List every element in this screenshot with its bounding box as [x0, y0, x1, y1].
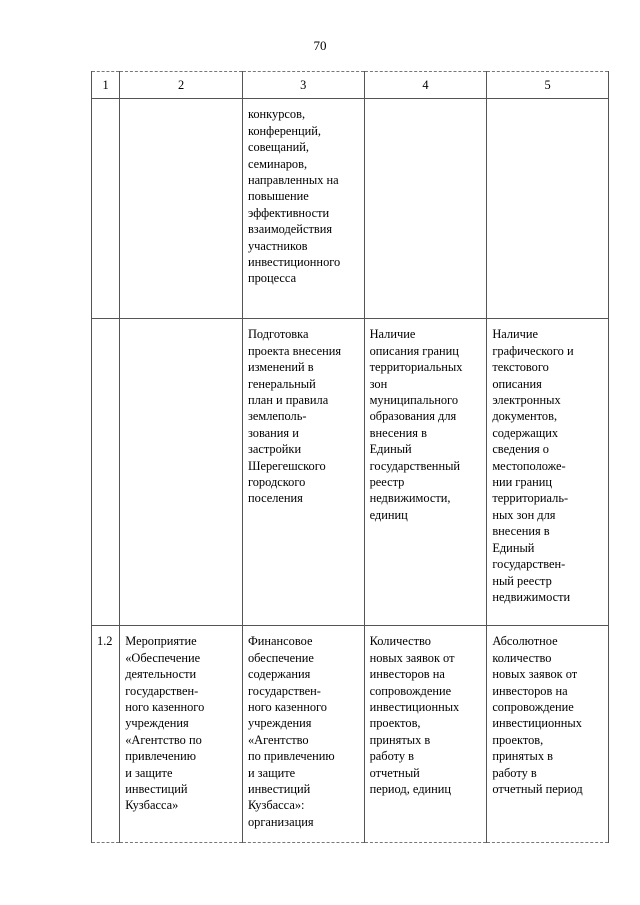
header-cell-4: 4 [364, 72, 487, 99]
header-cell-2: 2 [120, 72, 243, 99]
header-cell-1: 1 [92, 72, 120, 99]
program-table [91, 71, 609, 843]
table-header-row [92, 72, 609, 99]
table-cell [364, 99, 487, 319]
table-cell [120, 99, 243, 319]
table-cell [120, 319, 243, 626]
table-cell: Абсолютное количество новых заявок от инвесторов на сопровождение инвестиционных проектов, принятых в работу в отчетный период [487, 626, 609, 843]
table-cell: Наличие описания границ территориальных зон муниципального образования для внесения в Единый государственный реестр недвижимости, единиц [364, 319, 487, 626]
header-cell-3: 3 [242, 72, 364, 99]
table-cell [92, 319, 120, 626]
table-cell: Наличие графического и текстового описания электронных документов, содержащих сведения о местоположе- нии границ территориаль- ных зон для внесения в Единый государствен- ный реестр недвижимости [487, 319, 609, 626]
table-row [92, 626, 609, 843]
table-cell: Количество новых заявок от инвесторов на сопровождение инвестиционных проектов, принятых в работу в отчетный период, единиц [364, 626, 487, 843]
table-row [92, 99, 609, 319]
table-cell: 1.2 [92, 626, 120, 843]
table-cell: Финансовое обеспечение содержания государствен- ного казенного учреждения «Агентство по привлечению и защите инвестиций Кузбасса»: организация [242, 626, 364, 843]
table-row [92, 319, 609, 626]
table-cell: Подготовка проекта внесения изменений в генеральный план и правила землеполь- зования и застройки Шерегешского городского поселения [242, 319, 364, 626]
table-cell: Мероприятие «Обеспечение деятельности государствен- ного казенного учреждения «Агентство по привлечению и защите инвестиций Кузбасса» [120, 626, 243, 843]
table-cell [487, 99, 609, 319]
page-number: 70 [313, 38, 327, 53]
table-cell: конкурсов, конференций, совещаний, семинаров, направленных на повышение эффективности взаимодействия участников инвестиционного процесса [242, 99, 364, 319]
header-cell-5: 5 [487, 72, 609, 99]
table-cell [92, 99, 120, 319]
